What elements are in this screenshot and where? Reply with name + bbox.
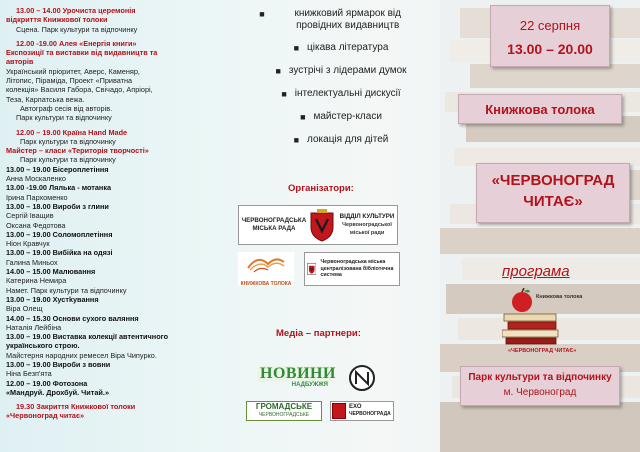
program-schedule: [6, 6, 234, 450]
schedule-line: 12.00 -19.00 Алея «Енергія книги»: [16, 38, 137, 48]
schedule-line: Парк культури та відпочинку: [20, 136, 116, 146]
culture-department-title: ВІДДІЛ КУЛЬТУРИ: [339, 213, 395, 220]
schedule-line: Літопис, Піраміда, Проект «Приватна: [6, 76, 133, 86]
schedule-line: Український пріоритет, Аверс, Каменяр,: [6, 66, 140, 76]
schedule-line: Ірина Пархоменко: [6, 192, 68, 202]
feature-item: [246, 65, 436, 88]
schedule-line: Галина Миньох: [6, 257, 58, 267]
event-name-panel: [458, 94, 622, 124]
feature-label: книжковий ярмарок від провідних видавництв: [294, 8, 401, 31]
schedule-line: Експозиції та виставки від видавництв та: [6, 48, 158, 58]
schedule-line: 12.00 – 19.00 Фотозона: [6, 378, 88, 388]
features-list: [246, 8, 436, 157]
bullet-icon: ■: [300, 112, 306, 122]
bullet-icon: ■: [259, 9, 265, 19]
date-panel: [490, 5, 610, 67]
schedule-line: Віра Олещ: [6, 304, 43, 314]
schedule-line: Анна Москаленко: [6, 174, 66, 184]
media-hromadske-logo: [246, 401, 322, 421]
media-circle-logo-icon: [348, 364, 376, 392]
culture-department-sub: Червоноградської міської ради: [342, 222, 392, 236]
feature-item: [246, 8, 436, 42]
ekho-title: ЕХО: [349, 404, 362, 410]
schedule-line: 13.00 – 19.00 Бісероплетіння: [6, 164, 109, 174]
feature-label: зустрічі з лідерами думок: [288, 65, 407, 76]
ekho-subtitle: ЧЕРВОНОГРАДА: [349, 411, 391, 417]
schedule-line: 13.00 – 19.00 Вибійка на одязі: [6, 248, 113, 258]
feature-label: інтелектуальні дискусії: [294, 88, 401, 99]
venue-name: Парк культури та відпочинку: [468, 372, 612, 383]
schedule-line: Намет. Парк культури та відпочинку: [6, 285, 127, 295]
feature-label: цікава література: [307, 42, 389, 53]
middle-column: [238, 0, 438, 452]
hromadske-title: ГРОМАДСЬКЕ: [255, 402, 313, 411]
ekho-square-icon: [332, 403, 346, 419]
feature-item: [246, 134, 436, 157]
library-label: Червоноградська міська централізована бібліотечна система: [320, 259, 394, 279]
schedule-line: 13.00 – 19.00 Вироби з вовни: [6, 359, 111, 369]
schedule-line: 13.00 – 19.00 Хустkування: [6, 294, 99, 304]
logo-caption-bottom: «ЧЕРВОНОГРАД ЧИТАЄ»: [508, 348, 577, 354]
schedule-line: 14.00 – 15.00 Малювання: [6, 267, 96, 277]
organizers-title: Організатори:: [288, 183, 354, 194]
organizer-knyzhkova-toloka-logo: [238, 252, 294, 286]
schedule-line: Оксана Федотова: [6, 220, 66, 230]
media-partners-title: Медіа – партнери:: [276, 328, 361, 339]
programa-heading: програма: [502, 263, 570, 280]
schedule-line: 12.00 – 19.00 Країна Hand Made: [16, 127, 128, 137]
feature-item: [246, 42, 436, 65]
venue-city: м. Червоноград: [503, 387, 577, 398]
main-title-panel: [476, 163, 630, 223]
main-title-line1: «ЧЕРВОНОГРАД: [491, 172, 615, 189]
schedule-line: Парк культури та відпочинку: [20, 155, 116, 165]
bullet-icon: ■: [281, 89, 287, 99]
schedule-line: 13.00 – 19.00 Соломоплетіння: [6, 229, 113, 239]
schedule-line: 13.00 – 18.00 Вироби з глини: [6, 201, 109, 211]
media-novyny-logo: [258, 365, 336, 394]
schedule-line: Катерина Немира: [6, 276, 67, 286]
organizer-city-council-logo: [238, 205, 398, 245]
event-name: Книжкова толока: [485, 101, 595, 117]
media-ekho-logo: [330, 401, 394, 421]
schedule-line: українського строю.: [6, 341, 80, 351]
feature-item: [246, 88, 436, 111]
schedule-line: Автограф сесія від авторів.: [20, 103, 113, 113]
novyny-subtitle: НАДБУЖЖЯ: [291, 382, 328, 388]
city-council-label: ЧЕРВОНОГРАДСЬКА МІСЬКА РАДА: [241, 217, 307, 232]
schedule-line: «Червоноград читає»: [6, 411, 85, 421]
open-book-logo-icon: [238, 252, 294, 276]
schedule-line: Майстерня народних ремесел Віра Чипурко.: [6, 350, 157, 360]
coat-of-arms-icon: [309, 207, 335, 243]
feature-label: майстер-класи: [313, 111, 382, 122]
schedule-line: 13.00 -19.00 Лялька - мотанка: [6, 183, 112, 193]
bullet-icon: ■: [293, 43, 300, 53]
schedule-line: Сергій Іващив: [6, 211, 54, 221]
schedule-line: 13.00 – 19.00 Виставка колекції автентичного: [6, 332, 169, 342]
schedule-line: Теза, Карпатська вежа.: [6, 94, 85, 104]
novyny-title: НОВИНИ: [260, 365, 336, 382]
venue-panel: [460, 366, 620, 406]
schedule-line: авторів: [6, 57, 34, 67]
hromadske-subtitle: ЧЕРВОНОГРАДСЬКЕ: [258, 412, 310, 418]
schedule-line: відкриття Книжкової толоки: [6, 15, 108, 25]
schedule-line: 13.00 – 14.00 Урочиста церемонія: [16, 6, 136, 15]
right-column: [440, 0, 640, 452]
schedule-line: Ніон Кравчук: [6, 239, 50, 249]
schedule-line: Майстер – класи «Територія творчості»: [6, 146, 149, 156]
logo-caption-top: Книжкова толока: [536, 294, 583, 300]
schedule-line: 19.30 Закриття Книжкової толоки: [16, 402, 136, 412]
schedule-line: Ніна Безп'ята: [6, 369, 52, 379]
schedule-line: колекція» Василя Габора, Свічадо, Апріорі,: [6, 85, 153, 95]
schedule-line: Парк культури та відпочинку: [16, 113, 112, 123]
schedule-line: Сцена. Парк культури та відпочинку: [16, 24, 138, 34]
event-time: 13.00 – 20.00: [507, 41, 593, 57]
schedule-line: «Мандруй. Дрохбуй. Читай.»: [6, 387, 110, 397]
schedule-line: 14.00 – 15.30 Основи сухого валяння: [6, 313, 139, 323]
event-date: 22 серпня: [519, 18, 581, 33]
apple-books-logo: [502, 288, 606, 358]
organizer-library-logo: [304, 252, 400, 286]
main-title-line2: ЧИТАЄ»: [523, 193, 583, 210]
bullet-icon: ■: [293, 135, 300, 145]
toloka-caption: КНИЖКОВА ТОЛОКА: [240, 281, 292, 287]
library-emblem-icon: [307, 256, 316, 282]
schedule-line: Наталія Лейбіна: [6, 322, 62, 332]
feature-item: [246, 111, 436, 134]
feature-label: локація для дітей: [307, 134, 389, 145]
bullet-icon: ■: [275, 66, 281, 76]
